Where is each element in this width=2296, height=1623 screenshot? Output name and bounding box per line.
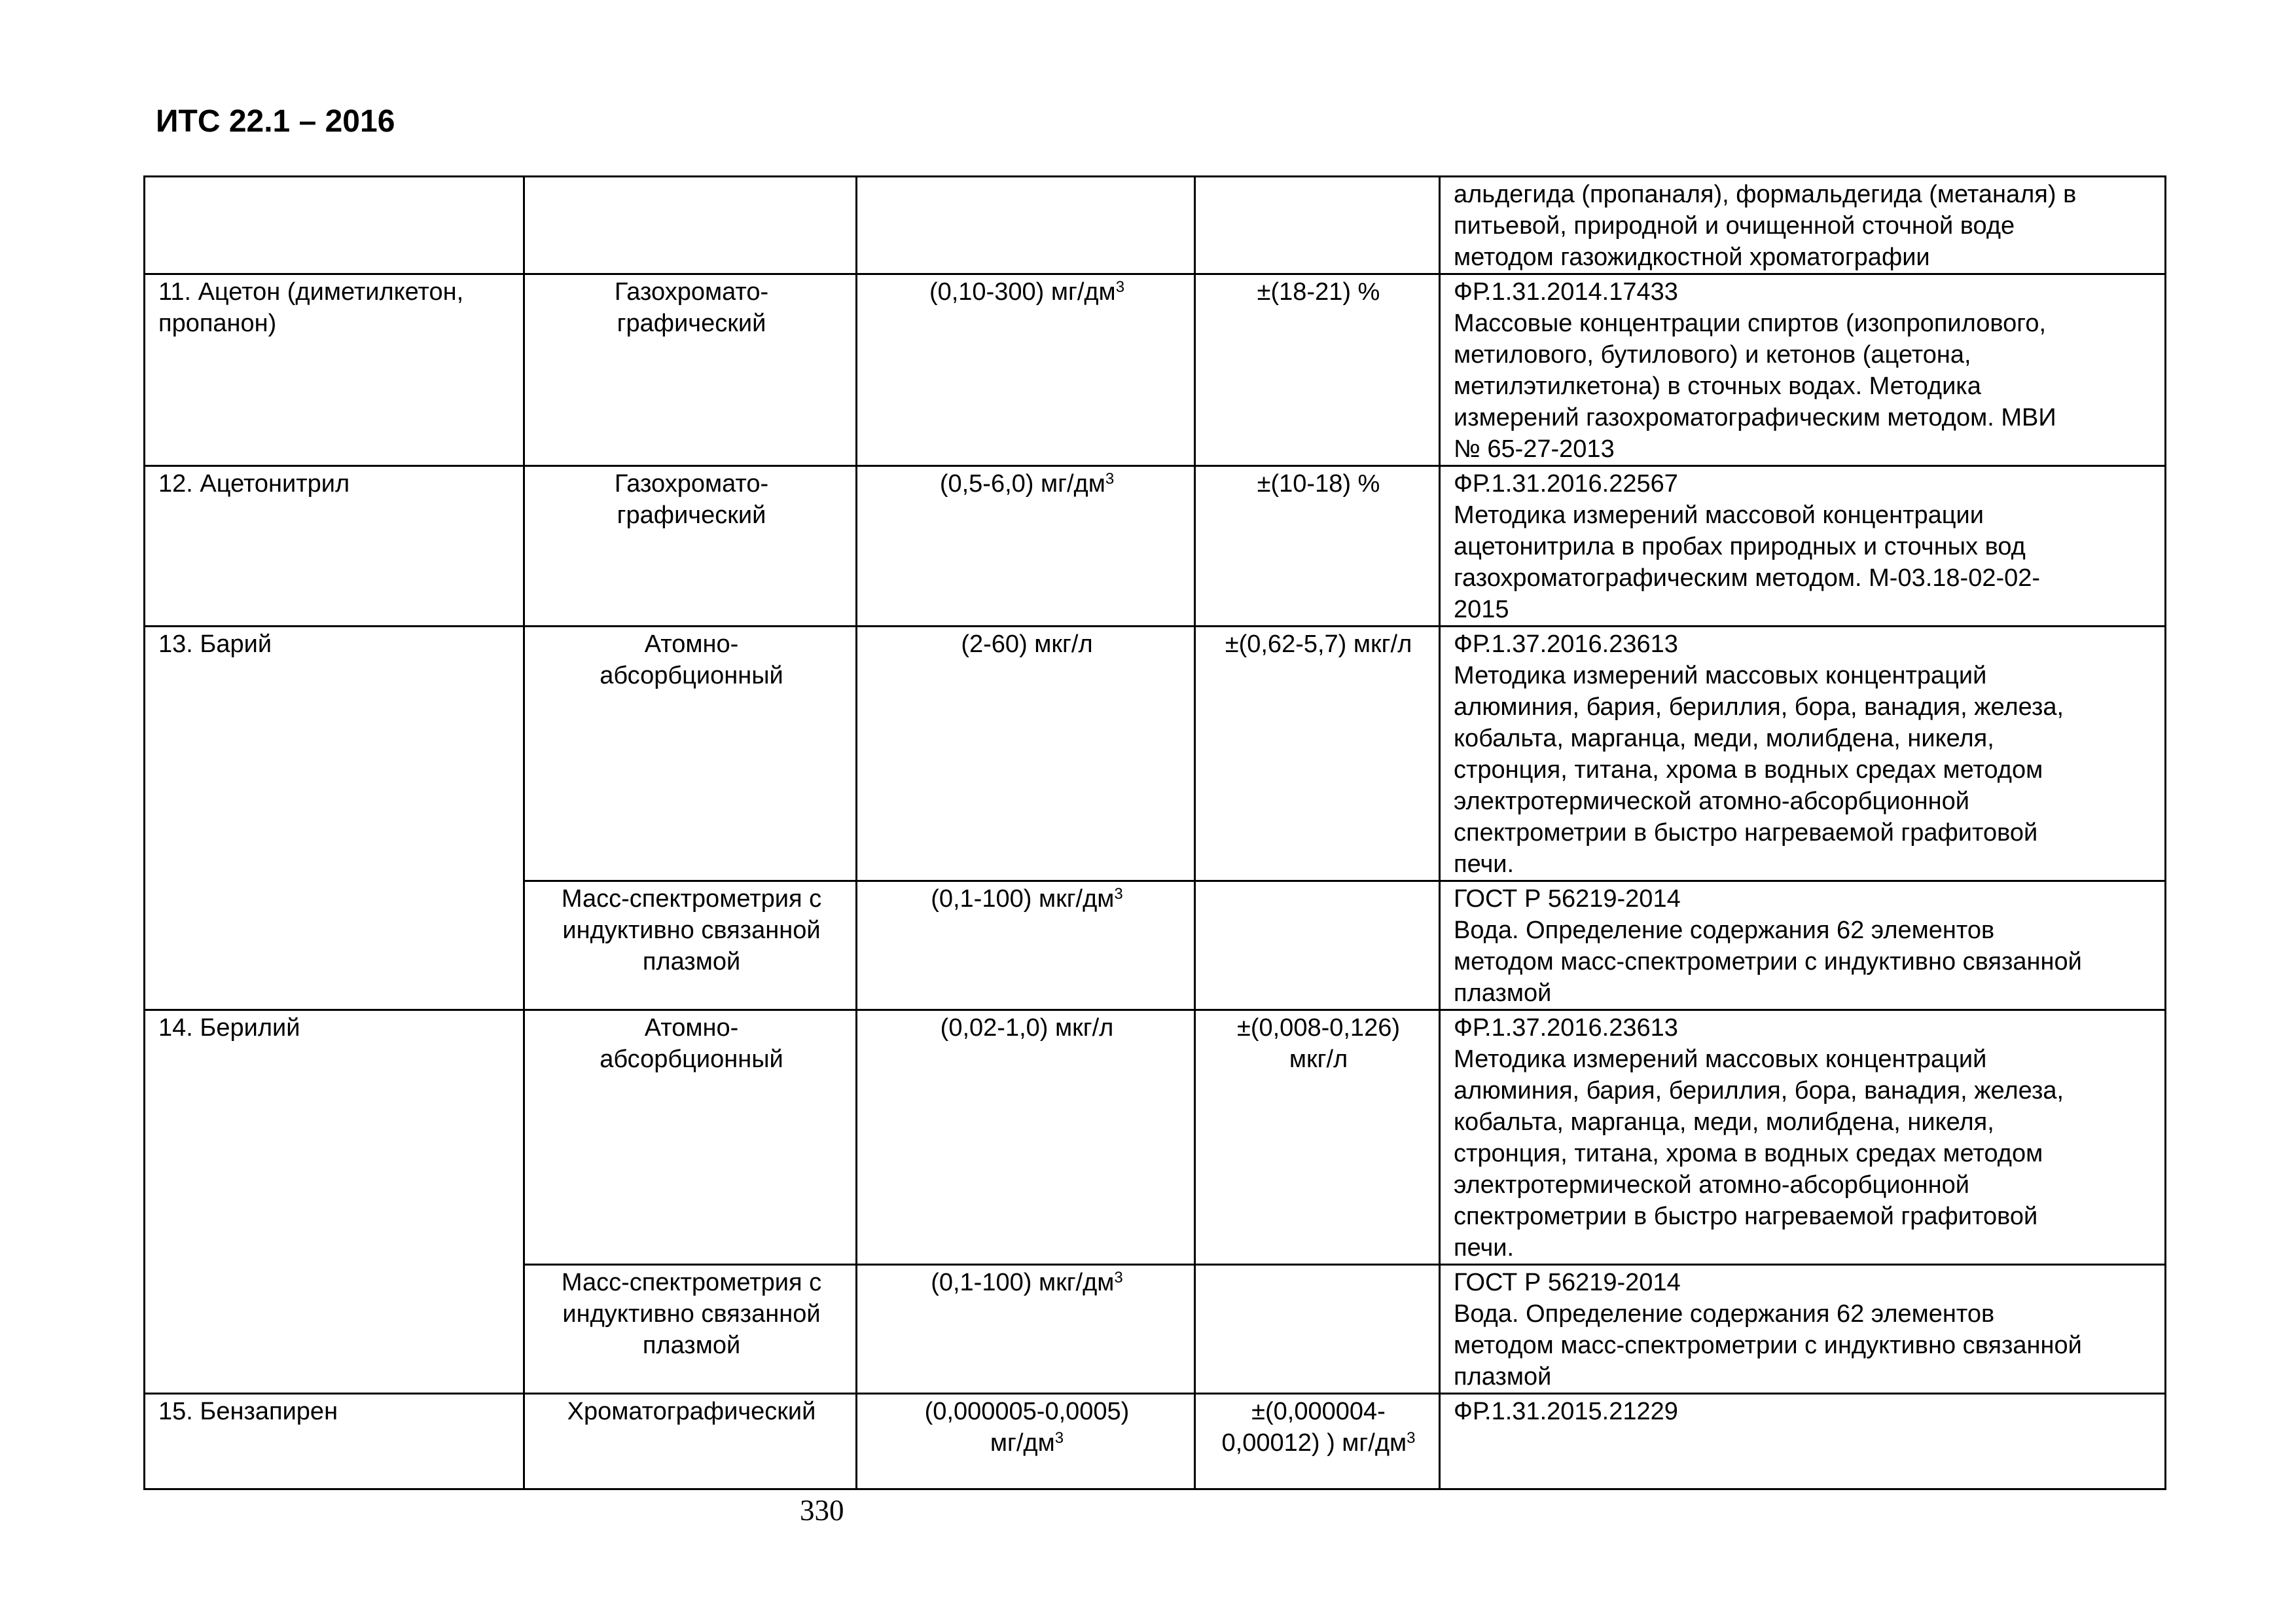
table-row xyxy=(145,274,2166,466)
substance-line: 13. Барий xyxy=(158,630,272,658)
document-code: ФР.1.31.2016.22567 xyxy=(1454,470,1678,498)
method-line: Газохромато- xyxy=(614,278,769,306)
error-cell xyxy=(1195,1265,1440,1394)
range-value: (0,02-1,0) мкг/л xyxy=(940,1014,1114,1042)
document-line: кобальта, марганца, меди, молибдена, никеля, xyxy=(1454,1108,1994,1136)
substance-cell xyxy=(145,274,524,466)
range-cell xyxy=(857,274,1195,466)
range-value: (0,1-100) мкг/дм xyxy=(931,885,1115,913)
error-value: ±(18-21) % xyxy=(1257,278,1380,306)
document-header: ИТС 22.1 – 2016 xyxy=(156,104,395,139)
method-line: Хроматографический xyxy=(567,1398,816,1425)
substance-line: 12. Ацетонитрил xyxy=(158,470,350,498)
range-unit: мг/дм xyxy=(990,1429,1055,1457)
table-row xyxy=(145,177,2166,274)
table-row xyxy=(145,1394,2166,1489)
method-cell xyxy=(524,1265,857,1394)
range-value: (0,1-100) мкг/дм xyxy=(931,1269,1115,1296)
range-value-unit xyxy=(870,1427,1183,1459)
table-row xyxy=(145,627,2166,881)
methods-table xyxy=(143,175,2166,1490)
substance-cell xyxy=(145,1394,524,1489)
substance-cell xyxy=(145,466,524,627)
range-value: (0,000005-0,0005) xyxy=(924,1398,1130,1425)
substance-cell xyxy=(145,1010,524,1394)
range-cell xyxy=(857,1010,1195,1265)
range-value: (0,5-6,0) мг/дм xyxy=(939,470,1105,498)
document-line: плазмой xyxy=(1454,1363,1552,1391)
document-line: Массовые концентрации спиртов (изопропилового, xyxy=(1454,310,2047,337)
substance-line: 14. Берилий xyxy=(158,1014,300,1042)
document-line: метилэтилкетона) в сточных водах. Методика xyxy=(1454,373,1981,400)
method-cell xyxy=(524,627,857,881)
document-cell xyxy=(1440,466,2166,627)
document-line: газохроматографическим методом. М-03.18-02-02- xyxy=(1454,564,2041,592)
document-line: Вода. Определение содержания 62 элементов xyxy=(1454,917,1995,944)
error-cell xyxy=(1195,177,1440,274)
document-line: Методика измерений массовой концентрации xyxy=(1454,501,1984,529)
error-value-unit xyxy=(1209,1427,1428,1459)
error-cell xyxy=(1195,274,1440,466)
method-line: графический xyxy=(617,310,766,337)
method-cell xyxy=(524,274,857,466)
document-line: электротермической атомно-абсорбционной xyxy=(1454,788,1969,815)
range-cell xyxy=(857,177,1195,274)
error-cell xyxy=(1195,881,1440,1010)
error-cell xyxy=(1195,1010,1440,1265)
error-cell xyxy=(1195,1394,1440,1489)
superscript: 3 xyxy=(1054,1429,1064,1447)
document-cell xyxy=(1440,177,2166,274)
table-row xyxy=(145,466,2166,627)
substance-line: 15. Бензапирен xyxy=(158,1398,338,1425)
error-unit: 0,00012) ) мг/дм xyxy=(1221,1429,1407,1457)
substance-cell xyxy=(145,627,524,1010)
error-cell xyxy=(1195,466,1440,627)
substance-line: 11. Ацетон (диметилкетон, xyxy=(158,278,464,306)
document-line: методом масс-спектрометрии с индуктивно связанной xyxy=(1454,948,2082,976)
table-row xyxy=(145,1010,2166,1265)
document-code: ФР.1.37.2016.23613 xyxy=(1454,630,1678,658)
document-code: ФР.1.31.2015.21229 xyxy=(1454,1398,1678,1425)
document-code: ФР.1.37.2016.23613 xyxy=(1454,1014,1678,1042)
document-line: 2015 xyxy=(1454,596,1509,623)
range-cell xyxy=(857,627,1195,881)
method-line: Газохромато- xyxy=(614,470,769,498)
document-line: стронция, титана, хрома в водных средах методом xyxy=(1454,756,2043,784)
method-cell xyxy=(524,881,857,1010)
superscript: 3 xyxy=(1407,1429,1416,1447)
method-line: индуктивно связанной xyxy=(562,917,821,944)
method-cell xyxy=(524,177,857,274)
document-line: печи. xyxy=(1454,850,1515,878)
document-line: методом газожидкостной хроматографии xyxy=(1454,244,1930,271)
error-value: ±(0,62-5,7) мкг/л xyxy=(1225,630,1412,658)
error-value: мкг/л xyxy=(1289,1046,1348,1073)
superscript: 3 xyxy=(1114,885,1123,903)
document-line: Методика измерений массовых концентраций xyxy=(1454,662,1987,689)
error-value: ±(10-18) % xyxy=(1257,470,1380,498)
page-number: 330 xyxy=(800,1494,844,1527)
error-cell xyxy=(1195,627,1440,881)
range-cell xyxy=(857,1265,1195,1394)
document-cell xyxy=(1440,627,2166,881)
document-cell xyxy=(1440,1010,2166,1265)
document-line: метилового, бутилового) и кетонов (ацетона, xyxy=(1454,341,1971,369)
document-line: спектрометрии в быстро нагреваемой графитовой xyxy=(1454,1203,2038,1230)
document-code: ГОСТ Р 56219-2014 xyxy=(1454,885,1681,913)
document-line: алюминия, бария, бериллия, бора, ванадия, железа, xyxy=(1454,693,2064,721)
document-code: ГОСТ Р 56219-2014 xyxy=(1454,1269,1681,1296)
document-line: альдегида (пропаналя), формальдегида (метаналя) в xyxy=(1454,181,2077,208)
document-code: ФР.1.31.2014.17433 xyxy=(1454,278,1678,306)
document-line: измерений газохроматографическим методом. МВИ xyxy=(1454,404,2056,431)
method-cell xyxy=(524,1010,857,1265)
document-line: стронция, титана, хрома в водных средах методом xyxy=(1454,1140,2043,1167)
document-line: кобальта, марганца, меди, молибдена, никеля, xyxy=(1454,725,1994,752)
document-line: Методика измерений массовых концентраций xyxy=(1454,1046,1987,1073)
substance-cell xyxy=(145,177,524,274)
document-line: Вода. Определение содержания 62 элементов xyxy=(1454,1300,1995,1328)
error-value: ±(0,008-0,126) xyxy=(1236,1014,1400,1042)
method-line: Масс-спектрометрия с xyxy=(561,885,822,913)
document-cell xyxy=(1440,1394,2166,1489)
superscript: 3 xyxy=(1115,278,1125,296)
method-line: Масс-спектрометрия с xyxy=(561,1269,822,1296)
method-line: индуктивно связанной xyxy=(562,1300,821,1328)
method-line: графический xyxy=(617,501,766,529)
range-cell xyxy=(857,466,1195,627)
superscript: 3 xyxy=(1105,470,1115,488)
document-line: электротермической атомно-абсорбционной xyxy=(1454,1171,1969,1199)
method-line: абсорбционный xyxy=(600,1046,783,1073)
range-value: (0,10-300) мг/дм xyxy=(929,278,1116,306)
substance-line: пропанон) xyxy=(158,310,277,337)
document-line: спектрометрии в быстро нагреваемой графитовой xyxy=(1454,819,2038,847)
document-line: № 65-27-2013 xyxy=(1454,435,1615,463)
document-line: печи. xyxy=(1454,1234,1515,1262)
range-cell xyxy=(857,881,1195,1010)
method-line: плазмой xyxy=(642,1332,741,1359)
document-cell xyxy=(1440,881,2166,1010)
document-line: методом масс-спектрометрии с индуктивно связанной xyxy=(1454,1332,2082,1359)
document-line: питьевой, природной и очищенной сточной воде xyxy=(1454,212,2015,240)
superscript: 3 xyxy=(1114,1269,1123,1286)
method-cell xyxy=(524,466,857,627)
method-line: Атомно- xyxy=(644,1014,739,1042)
document-cell xyxy=(1440,274,2166,466)
method-line: Атомно- xyxy=(644,630,739,658)
document-line: алюминия, бария, бериллия, бора, ванадия, железа, xyxy=(1454,1077,2064,1104)
document-line: ацетонитрила в пробах природных и сточных вод xyxy=(1454,533,2026,560)
document-cell xyxy=(1440,1265,2166,1394)
method-line: плазмой xyxy=(642,948,741,976)
range-cell xyxy=(857,1394,1195,1489)
method-line: абсорбционный xyxy=(600,662,783,689)
range-value: (2-60) мкг/л xyxy=(961,630,1093,658)
method-cell xyxy=(524,1394,857,1489)
document-line: плазмой xyxy=(1454,979,1552,1007)
error-value: ±(0,000004- xyxy=(1251,1398,1386,1425)
